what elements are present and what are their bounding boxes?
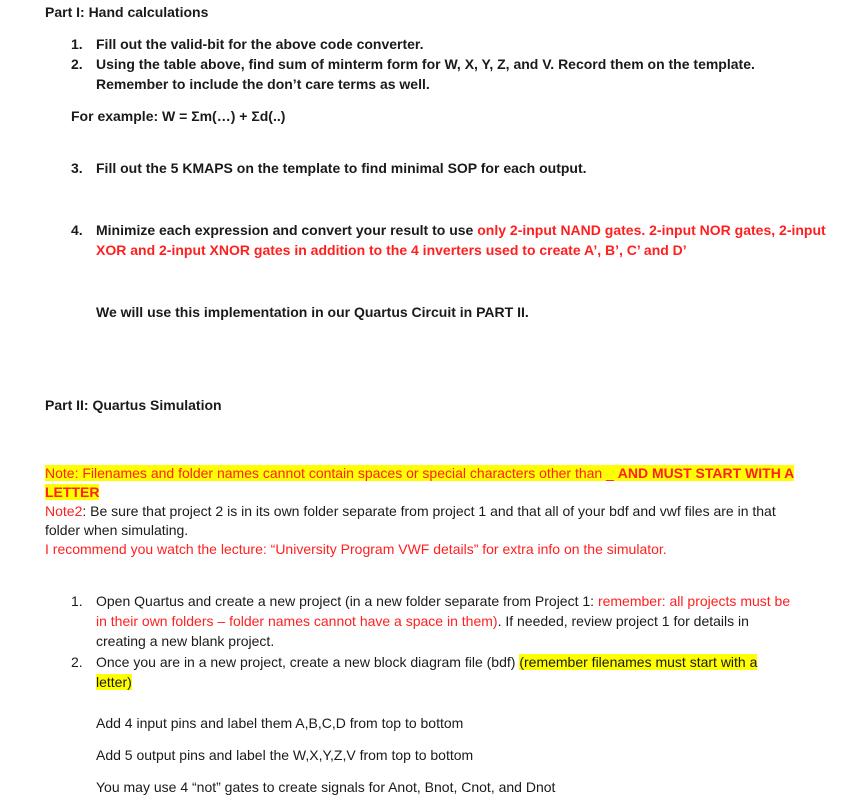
step1-line2-black: . If needed, review project 1 for details in xyxy=(497,613,749,629)
instruction-input-pins: Add 4 input pins and label them A,B,C,D from top to bottom xyxy=(96,715,464,731)
note2-text: : Be sure that project 2 is in its own folder separate from project 1 and that all of your bdf and vwf files are in that xyxy=(82,503,776,519)
item2-line2: Remember to include the don’t care terms as well. xyxy=(96,76,430,92)
item1-number: 1. xyxy=(71,36,83,52)
item2-number: 2. xyxy=(71,56,83,72)
step1-line1-red: remember: all projects must be xyxy=(597,593,791,609)
step1-line2 xyxy=(96,611,749,631)
note2-label: Note2 xyxy=(45,503,83,519)
item4-line1 xyxy=(96,220,826,240)
step2-line1 xyxy=(96,652,757,672)
implementation-note: We will use this implementation in our Quartus Circuit in PART II. xyxy=(96,304,529,320)
note1-bold: AND MUST START WITH A xyxy=(617,465,795,481)
step2-line2 xyxy=(96,672,132,692)
instruction-not-gates: You may use 4 “not” gates to create signals for Anot, Bnot, Cnot, and Dnot xyxy=(96,779,556,795)
note2-line1 xyxy=(45,501,776,521)
step2-line2-highlight: letter) xyxy=(96,674,132,690)
item3-number: 3. xyxy=(71,160,83,176)
item1-text: Fill out the valid-bit for the above code converter. xyxy=(96,36,424,52)
item4-line1-red: only 2-input NAND gates. 2-input NOR gates, 2-input xyxy=(477,222,826,238)
item3-text: Fill out the 5 KMAPS on the template to find minimal SOP for each output. xyxy=(96,160,587,176)
step2-line1-highlight: (remember filenames must start with a xyxy=(519,654,758,670)
step1-line3: creating a new blank project. xyxy=(96,633,275,649)
step2-number: 2. xyxy=(71,654,83,670)
step2-line1-black: Once you are in a new project, create a new block diagram file (bdf) xyxy=(96,654,520,670)
part1-heading: Part I: Hand calculations xyxy=(45,4,209,20)
note1-line2 xyxy=(45,482,99,502)
item2-line1: Using the table above, find sum of minterm form for W, X, Y, Z, and V. Record them on the template. xyxy=(96,56,755,72)
note2-line2: folder when simulating. xyxy=(45,522,189,538)
item4-number: 4. xyxy=(71,222,83,238)
note1-letter: LETTER xyxy=(45,484,100,500)
recommend-lecture: I recommend you watch the lecture: “University Program VWF details” for extra info on the simulator. xyxy=(45,541,667,557)
part2-heading: Part II: Quartus Simulation xyxy=(45,397,222,413)
instruction-output-pins: Add 5 output pins and label the W,X,Y,Z,V from top to bottom xyxy=(96,747,474,763)
step1-line1-black: Open Quartus and create a new project (in a new folder separate from Project 1: xyxy=(96,593,598,609)
note1-line1 xyxy=(45,463,794,483)
step1-line1 xyxy=(96,591,790,611)
step1-number: 1. xyxy=(71,593,83,609)
example-formula: For example: W = Σm(…) + Σd(..) xyxy=(71,108,286,124)
item4-line1-black: Minimize each expression and convert your result to use xyxy=(96,222,478,238)
step1-line2-red: in their own folders – folder names cannot have a space in them) xyxy=(96,613,498,629)
item4-line2: XOR and 2-input XNOR gates in addition to the 4 inverters used to create A’, B’, C’ and D’ xyxy=(96,242,687,258)
note1-text: Note: Filenames and folder names cannot contain spaces or special characters other than _ xyxy=(45,465,618,481)
